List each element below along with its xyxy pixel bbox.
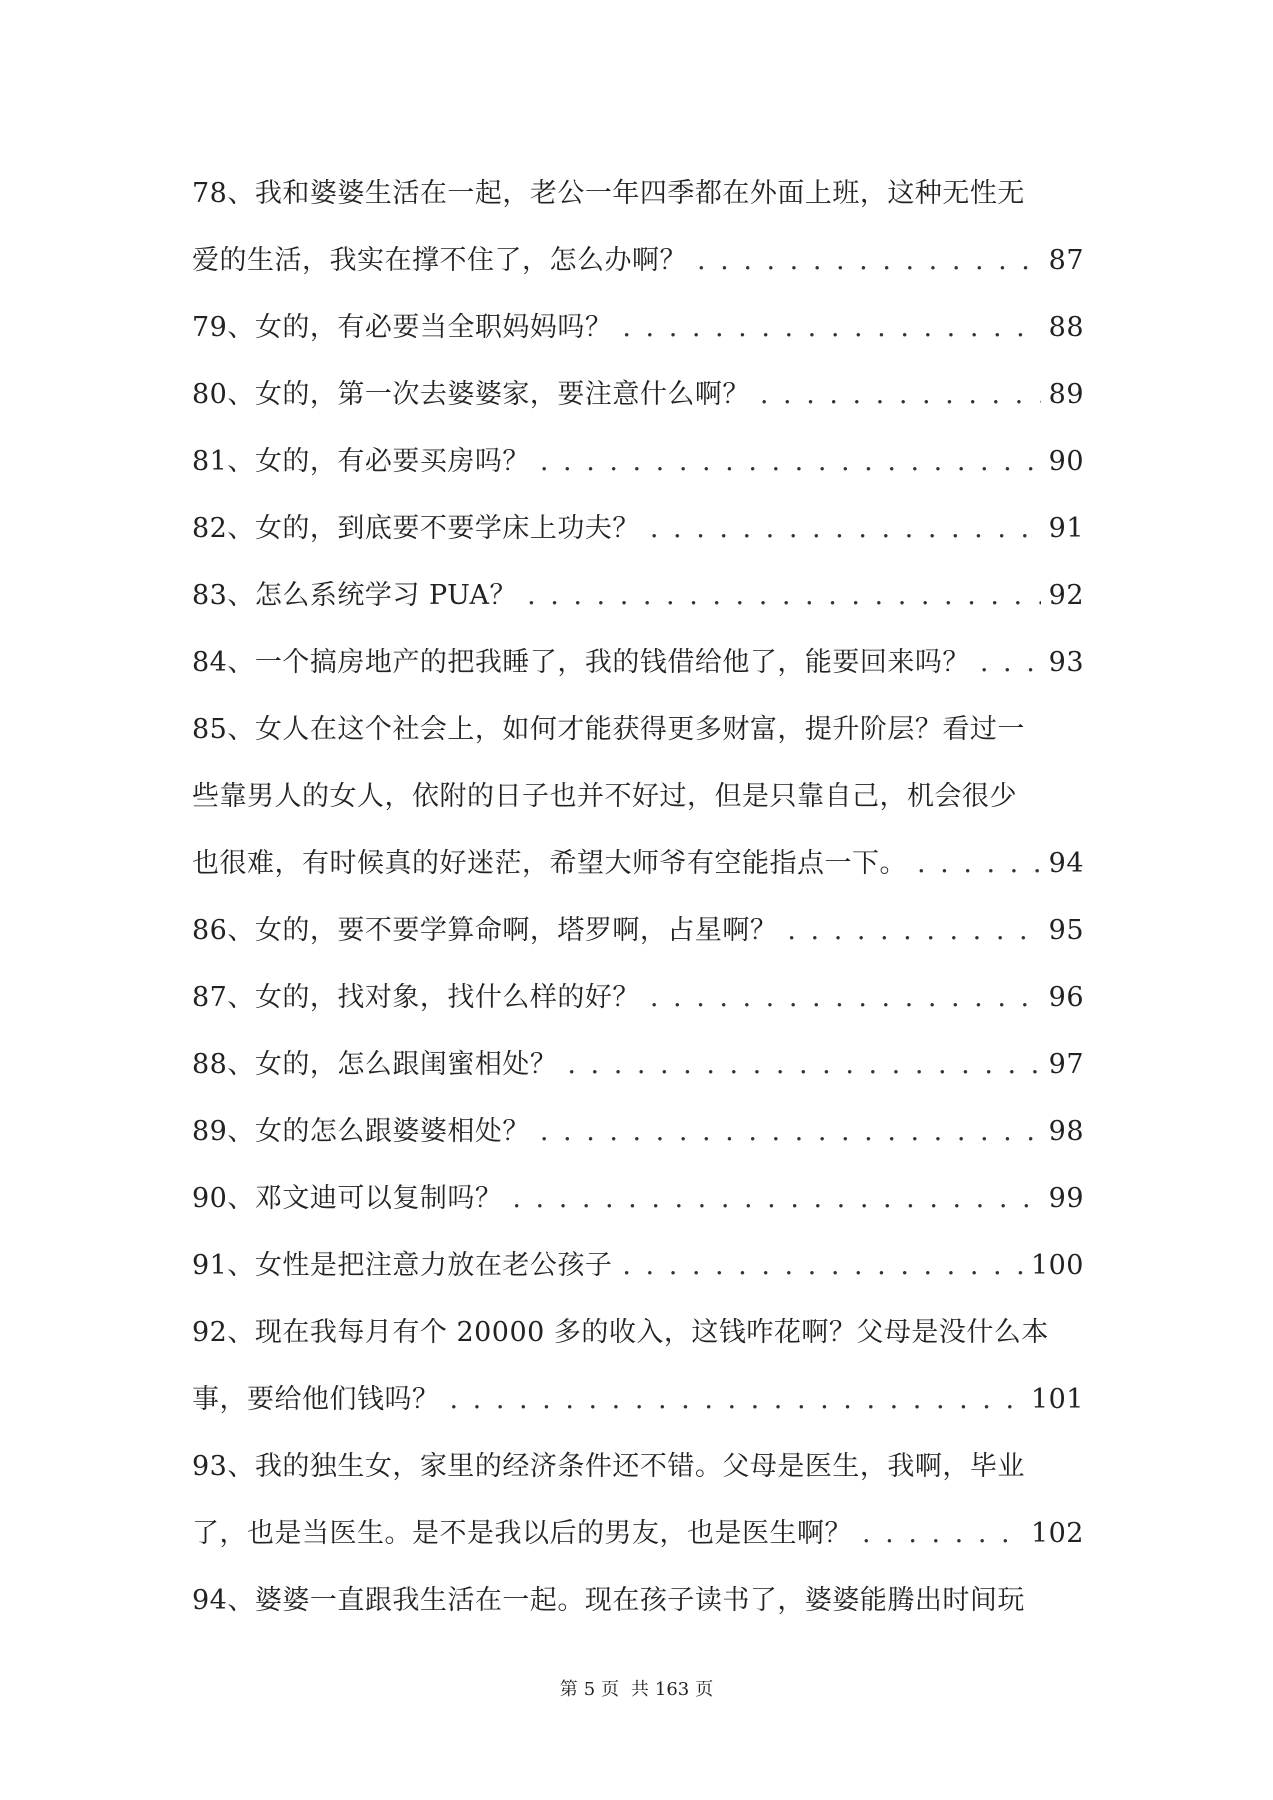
toc-page-number: 91 (1048, 513, 1084, 544)
toc-entry-text: 也很难，有时候真的好迷茫，希望大师爷有空能指点一下。 (192, 848, 907, 879)
toc-entry-line (192, 1165, 1084, 1232)
toc-entry-line (192, 1500, 1084, 1567)
toc-entry-text: 91、女性是把注意力放在老公孩子 (192, 1250, 613, 1281)
toc-entry-line: 94、婆婆一直跟我生活在一起。现在孩子读书了，婆婆能腾出时间玩 (192, 1585, 1025, 1616)
footer-suffix: 页 (695, 1679, 714, 1700)
toc-leader-dots (512, 1165, 1040, 1232)
toc-entry-text: 87、女的，找对象，找什么样的好？ (192, 982, 640, 1013)
toc-entry-line (192, 562, 1084, 629)
toc-entry[interactable] (192, 964, 1084, 1031)
toc-leader-dots (650, 495, 1041, 562)
toc-entry-line (192, 1031, 1084, 1098)
footer-prefix: 第 (559, 1679, 578, 1700)
toc-entry-text: 90、邓文迪可以复制吗？ (192, 1183, 503, 1214)
toc-leader-dots (650, 964, 1041, 1031)
toc-entry[interactable] (192, 1165, 1084, 1232)
toc-entry-line (192, 1098, 1084, 1165)
toc-leader-dots (622, 294, 1040, 361)
toc-page-number: 100 (1030, 1250, 1084, 1281)
toc-entry[interactable] (192, 1433, 1084, 1567)
toc-entry[interactable] (192, 1098, 1084, 1165)
footer-total-pages: 163 (654, 1679, 690, 1700)
toc-leader-dots (862, 1500, 1023, 1567)
toc-entry[interactable] (192, 897, 1084, 964)
toc-entry[interactable] (192, 1031, 1084, 1098)
toc-page-number: 101 (1030, 1384, 1084, 1415)
toc-leader-dots (527, 562, 1041, 629)
toc-leader-dots (567, 1031, 1040, 1098)
toc-entry-line (192, 495, 1084, 562)
toc-entry-text: 80、女的，第一次去婆婆家，要注意什么啊？ (192, 379, 750, 410)
toc-page-number: 95 (1048, 915, 1084, 946)
toc-page-number: 97 (1048, 1049, 1084, 1080)
toc-entry-line (192, 964, 1084, 1031)
toc-leader-dots (697, 227, 1041, 294)
toc-entry-line (192, 227, 1084, 294)
toc-entry[interactable] (192, 696, 1084, 897)
toc-entry-line (192, 1366, 1084, 1433)
toc-entry-text: 83、怎么系统学习 PUA？ (192, 580, 518, 611)
toc-page-number: 94 (1048, 848, 1084, 879)
toc-entry[interactable] (192, 1232, 1084, 1299)
toc-page-number: 92 (1048, 580, 1084, 611)
page-footer (0, 1675, 1273, 1701)
toc-page-number: 98 (1048, 1116, 1084, 1147)
toc-page-number: 90 (1048, 446, 1084, 477)
toc-entry-line (192, 361, 1084, 428)
toc-entry-line (192, 428, 1084, 495)
footer-mid: 页 共 (601, 1679, 649, 1700)
toc-entry[interactable] (192, 1299, 1084, 1433)
toc-entry-line: 85、女人在这个社会上，如何才能获得更多财富，提升阶层？看过一 (192, 714, 1025, 745)
toc-entry[interactable] (192, 1567, 1084, 1634)
toc-entry-line: 些靠男人的女人，依附的日子也并不好过，但是只靠自己，机会很少 (192, 781, 1017, 812)
toc-entry-line (192, 830, 1084, 897)
toc-page-number: 89 (1048, 379, 1084, 410)
toc-leader-dots (917, 830, 1041, 897)
toc-entry-line (192, 897, 1084, 964)
toc-page-number: 88 (1048, 312, 1084, 343)
toc-entry-line (192, 294, 1084, 361)
toc-entry[interactable] (192, 160, 1084, 294)
toc-leader-dots (622, 1232, 1023, 1299)
toc-entry-line (192, 629, 1084, 696)
toc-entry-text: 81、女的，有必要买房吗？ (192, 446, 530, 477)
toc-leader-dots (450, 1366, 1023, 1433)
toc-entry-text: 了，也是当医生。是不是我以后的男友，也是医生啊？ (192, 1518, 852, 1549)
toc-entry-line: 93、我的独生女，家里的经济条件还不错。父母是医生，我啊，毕业 (192, 1451, 1025, 1482)
table-of-contents (192, 160, 1084, 1634)
toc-entry-text: 79、女的，有必要当全职妈妈吗？ (192, 312, 613, 343)
toc-leader-dots (540, 428, 1041, 495)
toc-entry[interactable] (192, 495, 1084, 562)
toc-leader-dots (787, 897, 1040, 964)
toc-entry[interactable] (192, 294, 1084, 361)
toc-entry[interactable] (192, 629, 1084, 696)
toc-entry[interactable] (192, 361, 1084, 428)
toc-entry-text: 89、女的怎么跟婆婆相处？ (192, 1116, 530, 1147)
toc-entry[interactable] (192, 562, 1084, 629)
toc-entry-text: 88、女的，怎么跟闺蜜相处？ (192, 1049, 558, 1080)
toc-entry-text: 84、一个搞房地产的把我睡了，我的钱借给他了，能要回来吗？ (192, 647, 970, 678)
toc-page-number: 99 (1048, 1183, 1084, 1214)
toc-entry-line (192, 1232, 1084, 1299)
toc-page-number: 96 (1048, 982, 1084, 1013)
toc-page-number: 102 (1030, 1518, 1084, 1549)
toc-leader-dots (760, 361, 1041, 428)
toc-entry-text: 爱的生活，我实在撑不住了，怎么办啊？ (192, 245, 687, 276)
toc-page-number: 93 (1048, 647, 1084, 678)
toc-entry-text: 82、女的，到底要不要学床上功夫？ (192, 513, 640, 544)
toc-leader-dots (980, 629, 1041, 696)
footer-current-page: 5 (583, 1679, 596, 1700)
toc-page-number: 87 (1048, 245, 1084, 276)
toc-entry-line: 92、现在我每月有个 20000 多的收入，这钱咋花啊？父母是没什么本 (192, 1317, 1049, 1348)
toc-entry-text: 事，要给他们钱吗？ (192, 1384, 440, 1415)
toc-leader-dots (540, 1098, 1041, 1165)
toc-entry[interactable] (192, 428, 1084, 495)
toc-entry-line: 78、我和婆婆生活在一起，老公一年四季都在外面上班，这种无性无 (192, 178, 1025, 209)
toc-entry-text: 86、女的，要不要学算命啊，塔罗啊，占星啊？ (192, 915, 778, 946)
